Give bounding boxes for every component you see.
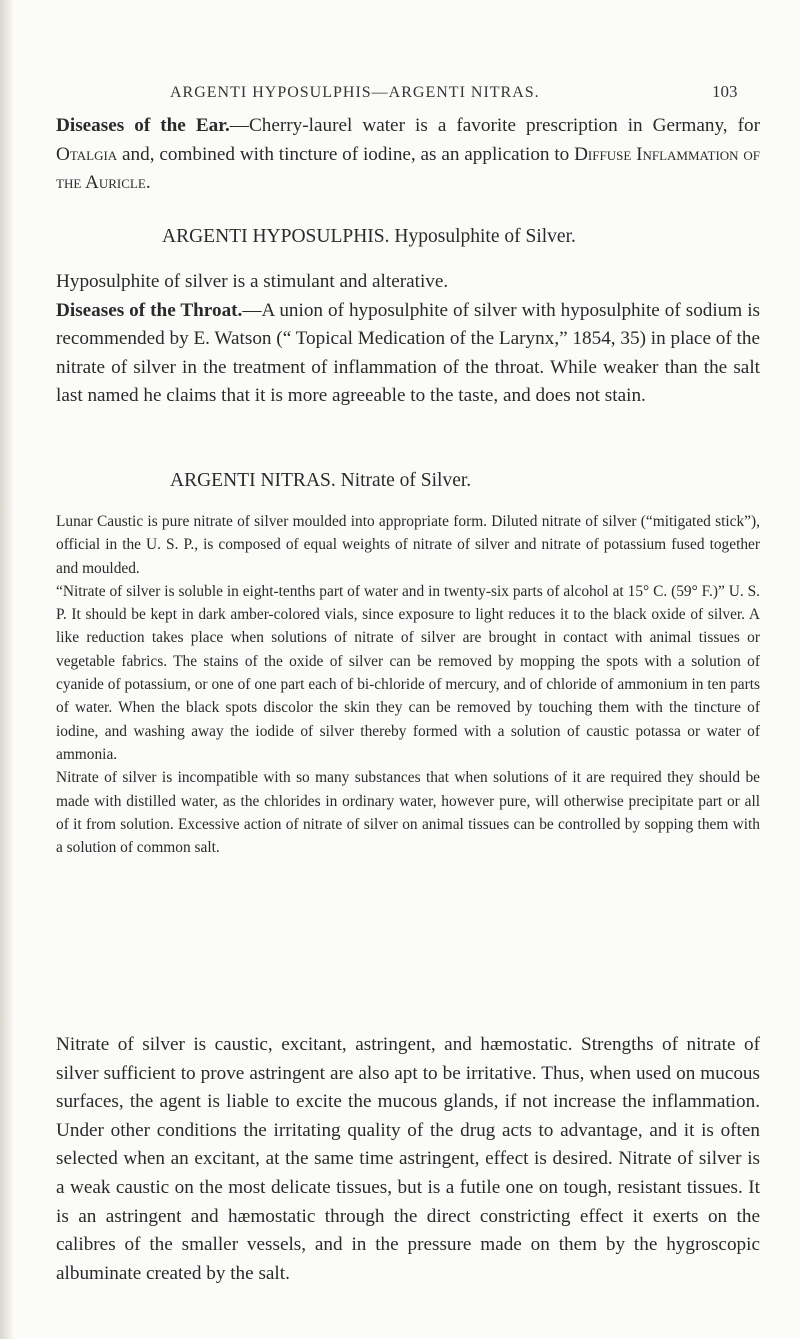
nitras-paragraph-4: Nitrate of silver is caustic, excitant, astringent, and hæmostatic. Strengths of nitrate of silver sufficient to prove astringent are also apt to be irritative. Thus, when used on mucous surfaces, the agent is liable to excite the mucous glands, if not increase the inflammation. Under other conditions the irritating quality of the drug acts to advantage, and it is often selected when an excitant, at the same time astringent, effect is desired. Nitrate of silver is a weak caustic on the most delicate tissues, but is a futile one on tough, resistant tissues. It is an astringent and hæmostatic through the direct constricting effect it exerts on the calibres of the smaller vessels, and in the pressure made on them by the hygroscopic albuminate created by the salt. bbox=[56, 1034, 760, 1284]
ear-paragraph bbox=[56, 112, 760, 198]
nitras-properties-paragraph bbox=[56, 1031, 760, 1288]
page-gutter bbox=[0, 0, 14, 1339]
ear-text-2: and, combined with tincture of iodine, as an application to bbox=[117, 143, 575, 165]
page-number: 103 bbox=[712, 82, 738, 101]
ear-label: Diseases of the Ear. bbox=[56, 115, 230, 136]
hyposulphis-line-1: Hyposulphite of silver is a stimulant and alterative. bbox=[56, 271, 449, 292]
hyposulphis-heading-title: ARGENTI HYPOSULPHIS. bbox=[162, 226, 390, 247]
throat-label: Diseases of the Throat. bbox=[56, 299, 243, 321]
nitras-paragraph-3: Nitrate of silver is incompatible with so many substances that when solutions of it are required they should be made with distilled water, as the chlorides in ordinary water, however pure, will otherwise precipitate part or all of it from solution. Excessive action of nitrate of silver on animal tissues can be controlled by sopping them with a solution of common salt. bbox=[56, 769, 760, 857]
hyposulphis-section bbox=[56, 268, 760, 411]
nitras-heading-title: ARGENTI NITRAS. bbox=[170, 470, 336, 491]
nitras-paragraph-1: Lunar Caustic is pure nitrate of silver moulded into appropriate form. Diluted nitrate of silver (“mitigated stick”), official in the U. S. P., is composed of equal weights of nitrate of silver and nitrate of potassium fused together and moulded. bbox=[56, 513, 760, 577]
nitras-heading-sub: Nitrate of Silver. bbox=[340, 470, 472, 491]
nitras-small-print bbox=[56, 510, 760, 859]
running-head: ARGENTI HYPOSULPHIS—ARGENTI NITRAS. bbox=[170, 84, 540, 101]
throat-text: —A union of hyposulphite of silver with hyposulphite of sodium is recommended by E. Watson (“ Topical Medication of the Larynx,” 1854, 35) in place of the nitrate of silver in the treatment of inflammation of the throat. While weaker than the salt last named he claims that it is more agreeable to the taste, and does not stain. bbox=[56, 299, 760, 407]
nitras-paragraph-2: “Nitrate of silver is soluble in eight-tenths part of water and in twenty-six parts of alcohol at 15° C. (59° F.)” U. S. P. It should be kept in dark amber-colored vials, since exposure to light reduces it to the black oxide of silver. A like reduction takes place when solutions of nitrate of silver are brought in contact with animal tissues or vegetable fabrics. The stains of the oxide of silver can be removed by mopping the spots with a solution of cyanide of potassium, or one of one part each of bi-chloride of mercury, and of chloride of ammonium in ten parts of water. When the black spots discolor the skin they can be removed by touching them with the tincture of iodine, and washing away the iodide of silver thereby formed with a solution of caustic potassa or water of ammonia. bbox=[56, 582, 760, 763]
hyposulphis-heading-sub: Hyposulphite of Silver. bbox=[394, 226, 576, 247]
diffuse-inflammation-term: Diffuse Inflammation of the Auricle bbox=[56, 143, 760, 194]
ear-text-1: —Cherry-laurel water is a favorite prescription in Germany, for bbox=[229, 115, 760, 136]
otalgia-term: Otalgia bbox=[56, 143, 118, 165]
nitras-heading bbox=[170, 470, 471, 492]
ear-text-3: . bbox=[145, 172, 151, 194]
hyposulphis-heading bbox=[162, 226, 576, 248]
